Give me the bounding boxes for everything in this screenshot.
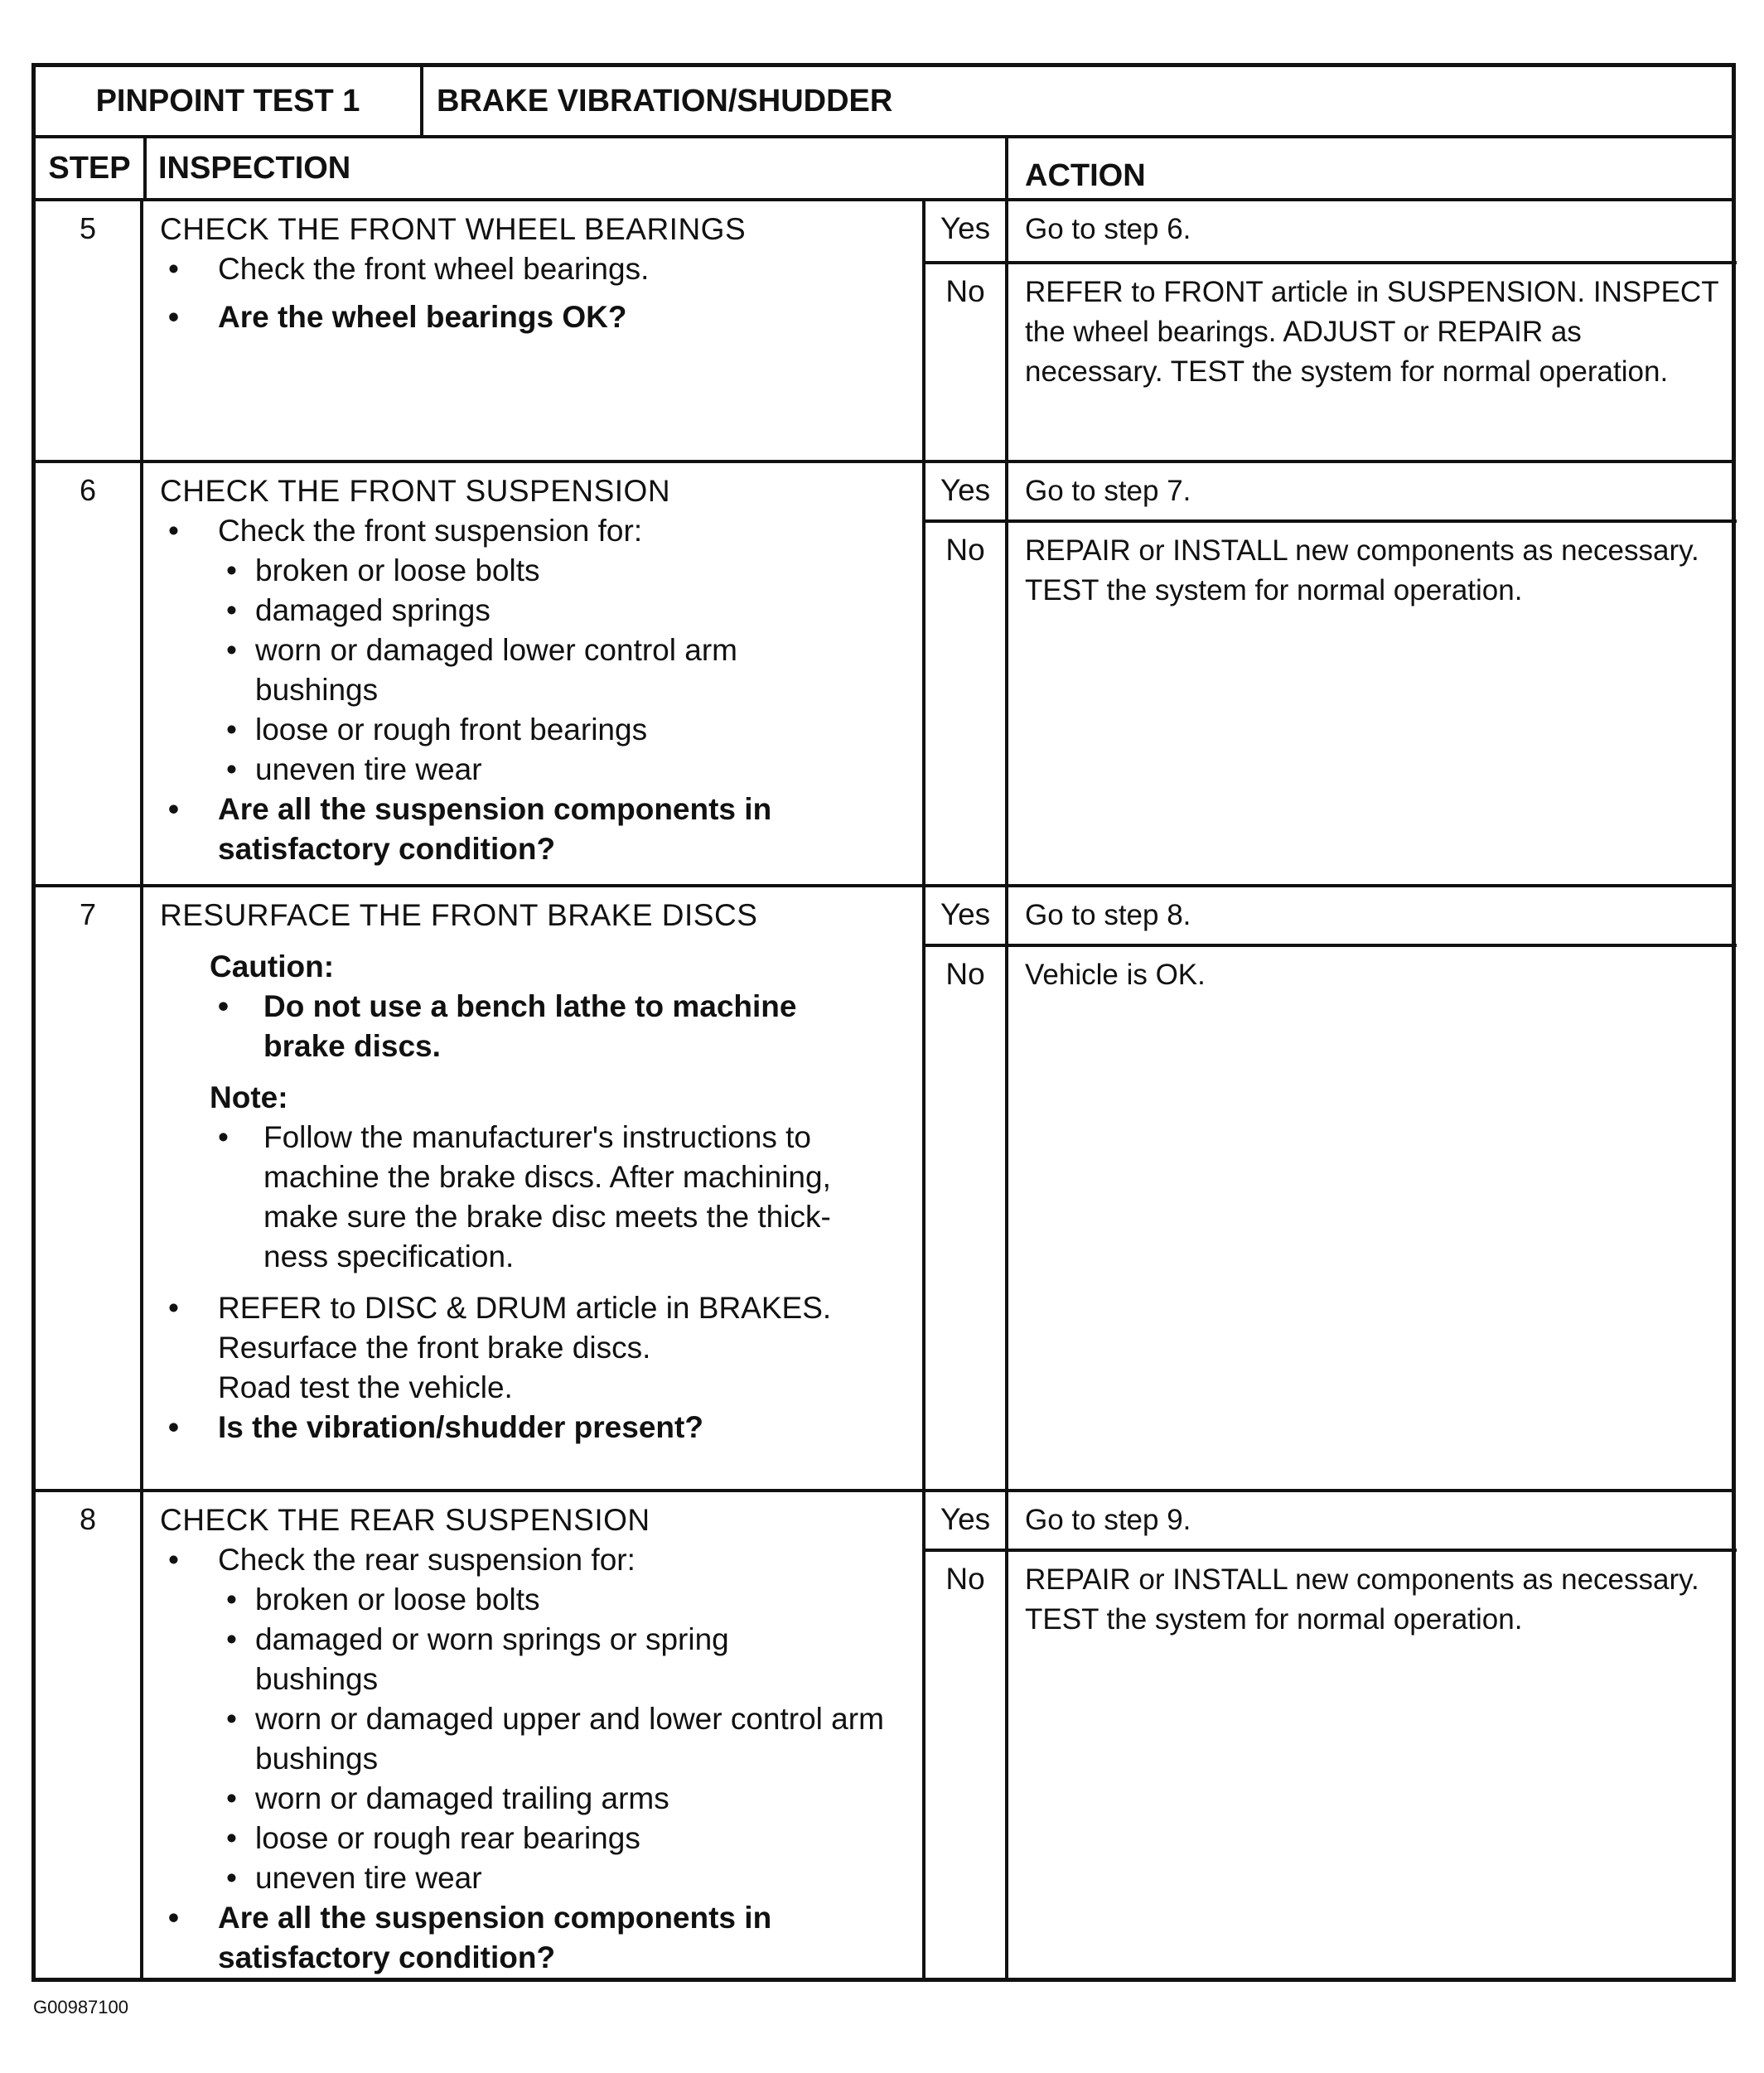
check-item: • uneven tire wear: [160, 750, 906, 790]
check-item: • broken or loose bolts: [160, 551, 906, 591]
check-item: • worn or damaged trailing arms: [160, 1779, 906, 1819]
yes-action: Go to step 9.: [1008, 1492, 1737, 1552]
table-header: [36, 67, 1732, 138]
yes-no-column: [922, 201, 1008, 460]
action-cell: [1008, 887, 1737, 1489]
pinpoint-test-table: [31, 63, 1736, 1982]
note-text: • Follow the manufacturer's instructions to machine the brake discs. After machining, make sure the brake disc meets the thick-ness specification.: [160, 1118, 885, 1277]
step-row-6: [36, 463, 1732, 887]
step-row-8: [36, 1492, 1732, 1978]
inspection-bullet: • Check the front suspension for:: [160, 511, 906, 551]
test-label: PINPOINT TEST 1: [36, 67, 423, 135]
no-action: Vehicle is OK.: [1025, 959, 1206, 991]
step-question: • Are all the suspension components in satisfactory condition?: [160, 1898, 864, 1978]
test-title: BRAKE VIBRATION/SHUDDER: [437, 84, 893, 118]
step-title: CHECK THE FRONT SUSPENSION: [160, 474, 671, 508]
step-question: • Is the vibration/shudder present?: [160, 1408, 906, 1447]
inspection-cell: [160, 1500, 906, 1978]
no-label: No: [945, 957, 985, 991]
instruction-line: • REFER to DISC & DRUM article in BRAKES.: [160, 1288, 906, 1328]
check-item: • worn or damaged upper and lower control arm bushings: [160, 1699, 901, 1779]
no-action: REFER to FRONT article in SUSPENSION. INSPECT the wheel bearings. ADJUST or REPAIR as necessary. TEST the system for normal operation.: [1025, 276, 1718, 388]
yes-no-column: [922, 1492, 1008, 1978]
step-title: RESURFACE THE FRONT BRAKE DISCS: [160, 898, 758, 932]
check-item: • damaged springs: [160, 591, 906, 631]
step-row-5: [36, 201, 1732, 463]
no-label: No: [945, 533, 985, 567]
no-action: REPAIR or INSTALL new components as necessary. TEST the system for normal operation.: [1025, 534, 1699, 606]
check-item: • broken or loose bolts: [160, 1580, 906, 1620]
inspection-cell: [160, 471, 906, 869]
yes-label: Yes: [925, 1492, 1005, 1552]
no-label: No: [945, 1562, 985, 1596]
figure-id: G00987100: [33, 1997, 128, 2017]
note-label: Note:: [210, 1080, 288, 1114]
yes-no-column: [922, 463, 1008, 884]
column-header-inspection: INSPECTION: [158, 151, 351, 186]
no-label: No: [945, 274, 985, 308]
inspection-bullet: • Check the front wheel bearings.: [160, 249, 906, 289]
yes-label: Yes: [925, 201, 1005, 264]
yes-label: Yes: [925, 887, 1005, 947]
inspection-cell: [160, 896, 906, 1447]
step-question: • Are the wheel bearings OK?: [160, 297, 906, 337]
step-row-7: [36, 887, 1732, 1492]
step-number: 8: [36, 1492, 143, 1978]
check-item: • loose or rough rear bearings: [160, 1819, 906, 1858]
step-number: 7: [36, 887, 143, 1489]
yes-action: Go to step 7.: [1008, 463, 1737, 523]
yes-no-column: [922, 887, 1008, 1489]
check-item: • uneven tire wear: [160, 1858, 906, 1898]
instruction-line: Road test the vehicle.: [218, 1370, 513, 1404]
inspection-bullet: • Check the rear suspension for:: [160, 1540, 906, 1580]
step-number: 5: [36, 201, 143, 460]
step-number: 6: [36, 463, 143, 884]
step-title: CHECK THE FRONT WHEEL BEARINGS: [160, 212, 747, 246]
caution-label: Caution:: [210, 950, 335, 983]
yes-action: Go to step 8.: [1008, 887, 1737, 947]
column-header-action: ACTION: [1005, 138, 1737, 198]
step-question: • Are all the suspension components in satisfactory condition?: [160, 790, 864, 869]
action-cell: [1008, 463, 1737, 884]
action-cell: [1008, 1492, 1737, 1978]
inspection-cell: [160, 210, 906, 337]
action-cell: [1008, 201, 1737, 460]
yes-label: Yes: [925, 463, 1005, 523]
step-title: CHECK THE REAR SUSPENSION: [160, 1503, 650, 1537]
check-item: • worn or damaged lower control arm bushings: [160, 631, 835, 710]
yes-action: Go to step 6.: [1008, 201, 1737, 264]
column-header-step: STEP: [36, 138, 147, 198]
no-action: REPAIR or INSTALL new components as necessary. TEST the system for normal operation.: [1025, 1563, 1699, 1636]
instruction-line: Resurface the front brake discs.: [218, 1331, 651, 1365]
check-item: • damaged or worn springs or spring bushings: [160, 1620, 819, 1699]
caution-text: • Do not use a bench lathe to machine brake discs.: [160, 987, 860, 1066]
check-item: • loose or rough front bearings: [160, 710, 906, 750]
column-headers: [36, 138, 1732, 201]
